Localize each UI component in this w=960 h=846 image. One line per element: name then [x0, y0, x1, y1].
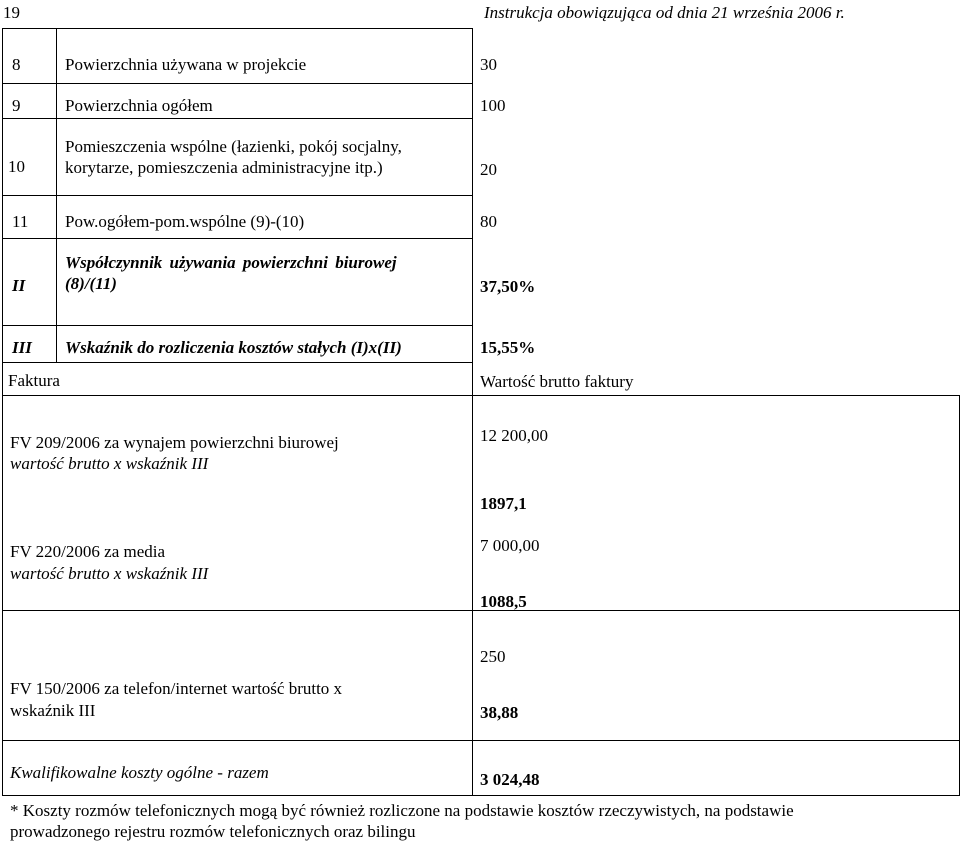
invoice-gross-value: 7 000,00: [480, 536, 540, 555]
invoice-column-header: Faktura: [8, 371, 60, 390]
row-label-line1: Współczynnik używania powierzchni biurowej: [65, 253, 397, 272]
row-value: 100: [480, 96, 506, 115]
total-label: Kwalifikowalne koszty ogólne - razem: [10, 763, 269, 782]
row-number: 8: [12, 55, 21, 74]
invoice-description: FV 220/2006 za media: [10, 542, 166, 561]
row-label-line2: korytarze, pomieszczenia administracyjne itp.): [65, 158, 383, 177]
row-value: 15,55%: [480, 338, 536, 357]
row-value: 80: [480, 212, 497, 231]
value-column-header: Wartość brutto faktury: [480, 372, 634, 391]
invoice-formula: wartość brutto x wskaźnik III: [10, 454, 209, 473]
invoice-result: 38,88: [480, 703, 519, 722]
row-value: 37,50%: [480, 277, 536, 296]
footnote-line2: prowadzonego rejestru rozmów telefonicznych oraz bilingu: [10, 822, 416, 841]
invoice-result: 1088,5: [480, 592, 527, 611]
row-label: Wskaźnik do rozliczenia kosztów stałych (I)x(II): [65, 338, 402, 357]
row-number: 10: [8, 157, 25, 176]
invoice-description: FV 150/2006 za telefon/internet wartość brutto x: [10, 679, 343, 698]
total-value: 3 024,48: [480, 770, 540, 789]
footnote-line1: * Koszty rozmów telefonicznych mogą być również rozliczone na podstawie kosztów rzeczywistych, na podstawie: [10, 801, 794, 820]
row-label: Powierzchnia używana w projekcie: [65, 55, 307, 74]
invoice-gross-value: 12 200,00: [480, 426, 548, 445]
row-value: 30: [480, 55, 497, 74]
row-number: 11: [12, 212, 29, 231]
invoice-result: 1897,1: [480, 494, 527, 513]
invoice-description: FV 209/2006 za wynajem powierzchni biurowej: [10, 433, 339, 452]
row-value: 20: [480, 160, 497, 179]
row-label: Powierzchnia ogółem: [65, 96, 213, 115]
invoice-formula: wartość brutto x wskaźnik III: [10, 564, 209, 583]
row-number: II: [12, 276, 26, 295]
instruction-date: Instrukcja obowiązująca od dnia 21 września 2006 r.: [484, 3, 845, 22]
row-number: 9: [12, 96, 21, 115]
invoice-formula: wskaźnik III: [10, 701, 96, 720]
row-label-line1: Pomieszczenia wspólne (łazienki, pokój socjalny,: [65, 137, 402, 156]
row-label-line2: (8)/(11): [65, 274, 117, 293]
row-number: III: [12, 338, 32, 357]
row-label: Pow.ogółem-pom.wspólne (9)-(10): [65, 212, 305, 231]
page-number: 19: [3, 3, 20, 22]
invoice-gross-value: 250: [480, 647, 506, 666]
